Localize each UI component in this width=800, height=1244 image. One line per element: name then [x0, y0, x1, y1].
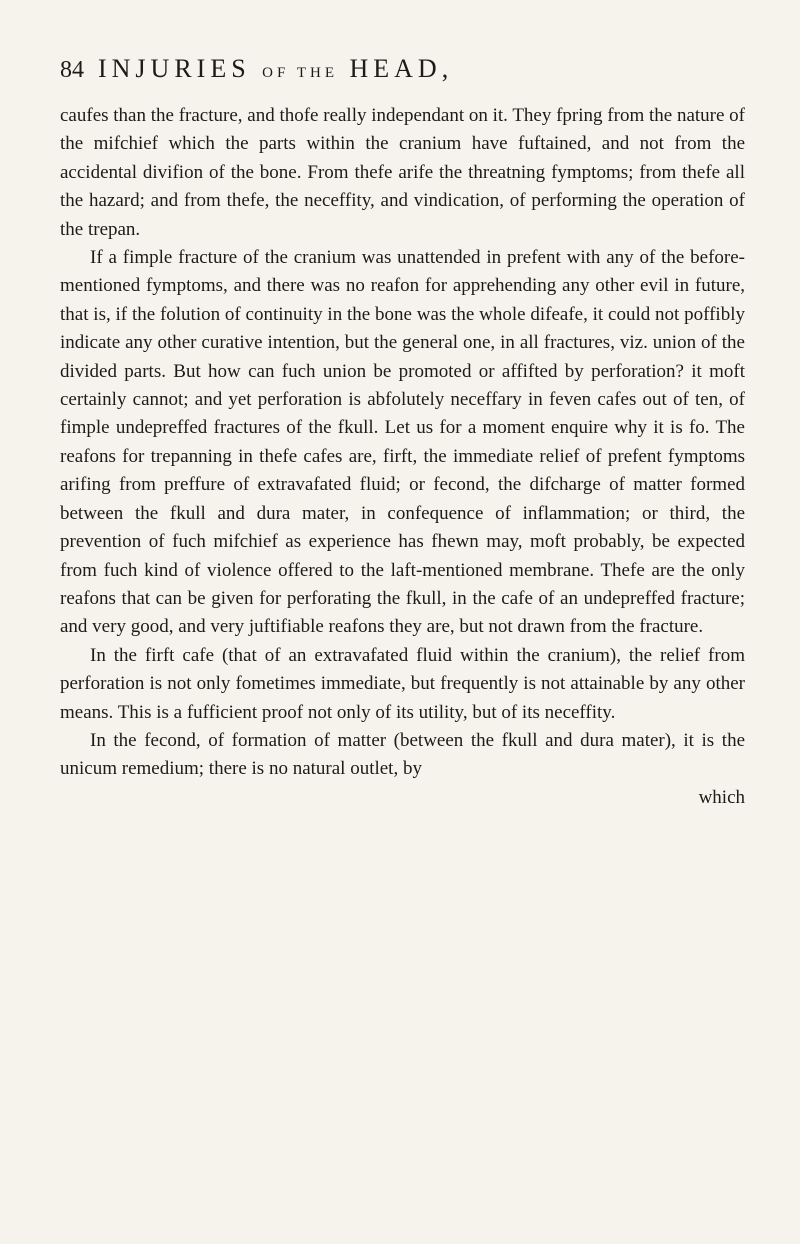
paragraph-1: caufes than the fracture, and thofe really independant on it. They fpring from the nature of the mifchief which the parts within the cranium have fuftained, and not from the accidental divifion of the bone. From thefe arife the threatning fymptoms; from thefe all the hazard; and from thefe, the neceffity, and vindication, of performing the operation of the trepan. [60, 105, 745, 240]
paragraph-3: In the firft cafe (that of an extravafated fluid within the cranium), the relief from perforation is not only fometimes immediate, but frequently is not attainable by any other means. This is a fufficient proof not only of its utility, but of its neceffity. [60, 644, 745, 723]
running-title-end: HEAD, [349, 54, 454, 83]
page-number: 84 [60, 57, 84, 83]
paragraph-4: In the fecond, of formation of matter (between the fkull and dura mater), it is the unicum remedium; there is no natural outlet, by [60, 729, 745, 780]
running-title-connector: OF THE [262, 65, 338, 81]
book-page [60, 54, 745, 812]
running-head [60, 54, 745, 92]
running-title [98, 54, 453, 84]
paragraph-2: If a fimple fracture of the cranium was unattended in prefent with any of the before-mentioned fymptoms, and there was no reafon for apprehending any other evil in future, that is, if the folution of continuity in the bone was the whole difeafe, it could not poffibly indicate any other curative intention, but the general one, in all fractures, viz. union of the divided parts. But how can fuch union be promoted or affifted by perforation? it moft certainly cannot; and yet perforation is abfolutely neceffary in feven cafes out of ten, of fimple undepreffed fractures of the fkull. Let us for a moment enquire why it is fo. The reafons for trepanning in thefe cafes are, firft, the immediate relief of prefent fymptoms arifing from preffure of extravafated fluid; or fecond, the difcharge of matter formed between the fkull and dura mater, in confequence of inflammation; or third, the prevention of fuch mifchief as experience has fhewn may, moft probably, be expected from fuch kind of violence offered to the laft-mentioned membrane. Thefe are the only reafons that can be given for perforating the fkull, in the cafe of an undepreffed fracture; and very good, and very juftifiable reafons they are, but not drawn from the fracture. [60, 247, 745, 638]
body-text [60, 102, 745, 784]
catchword: which [698, 786, 745, 808]
running-title-main: INJURIES [98, 54, 251, 83]
